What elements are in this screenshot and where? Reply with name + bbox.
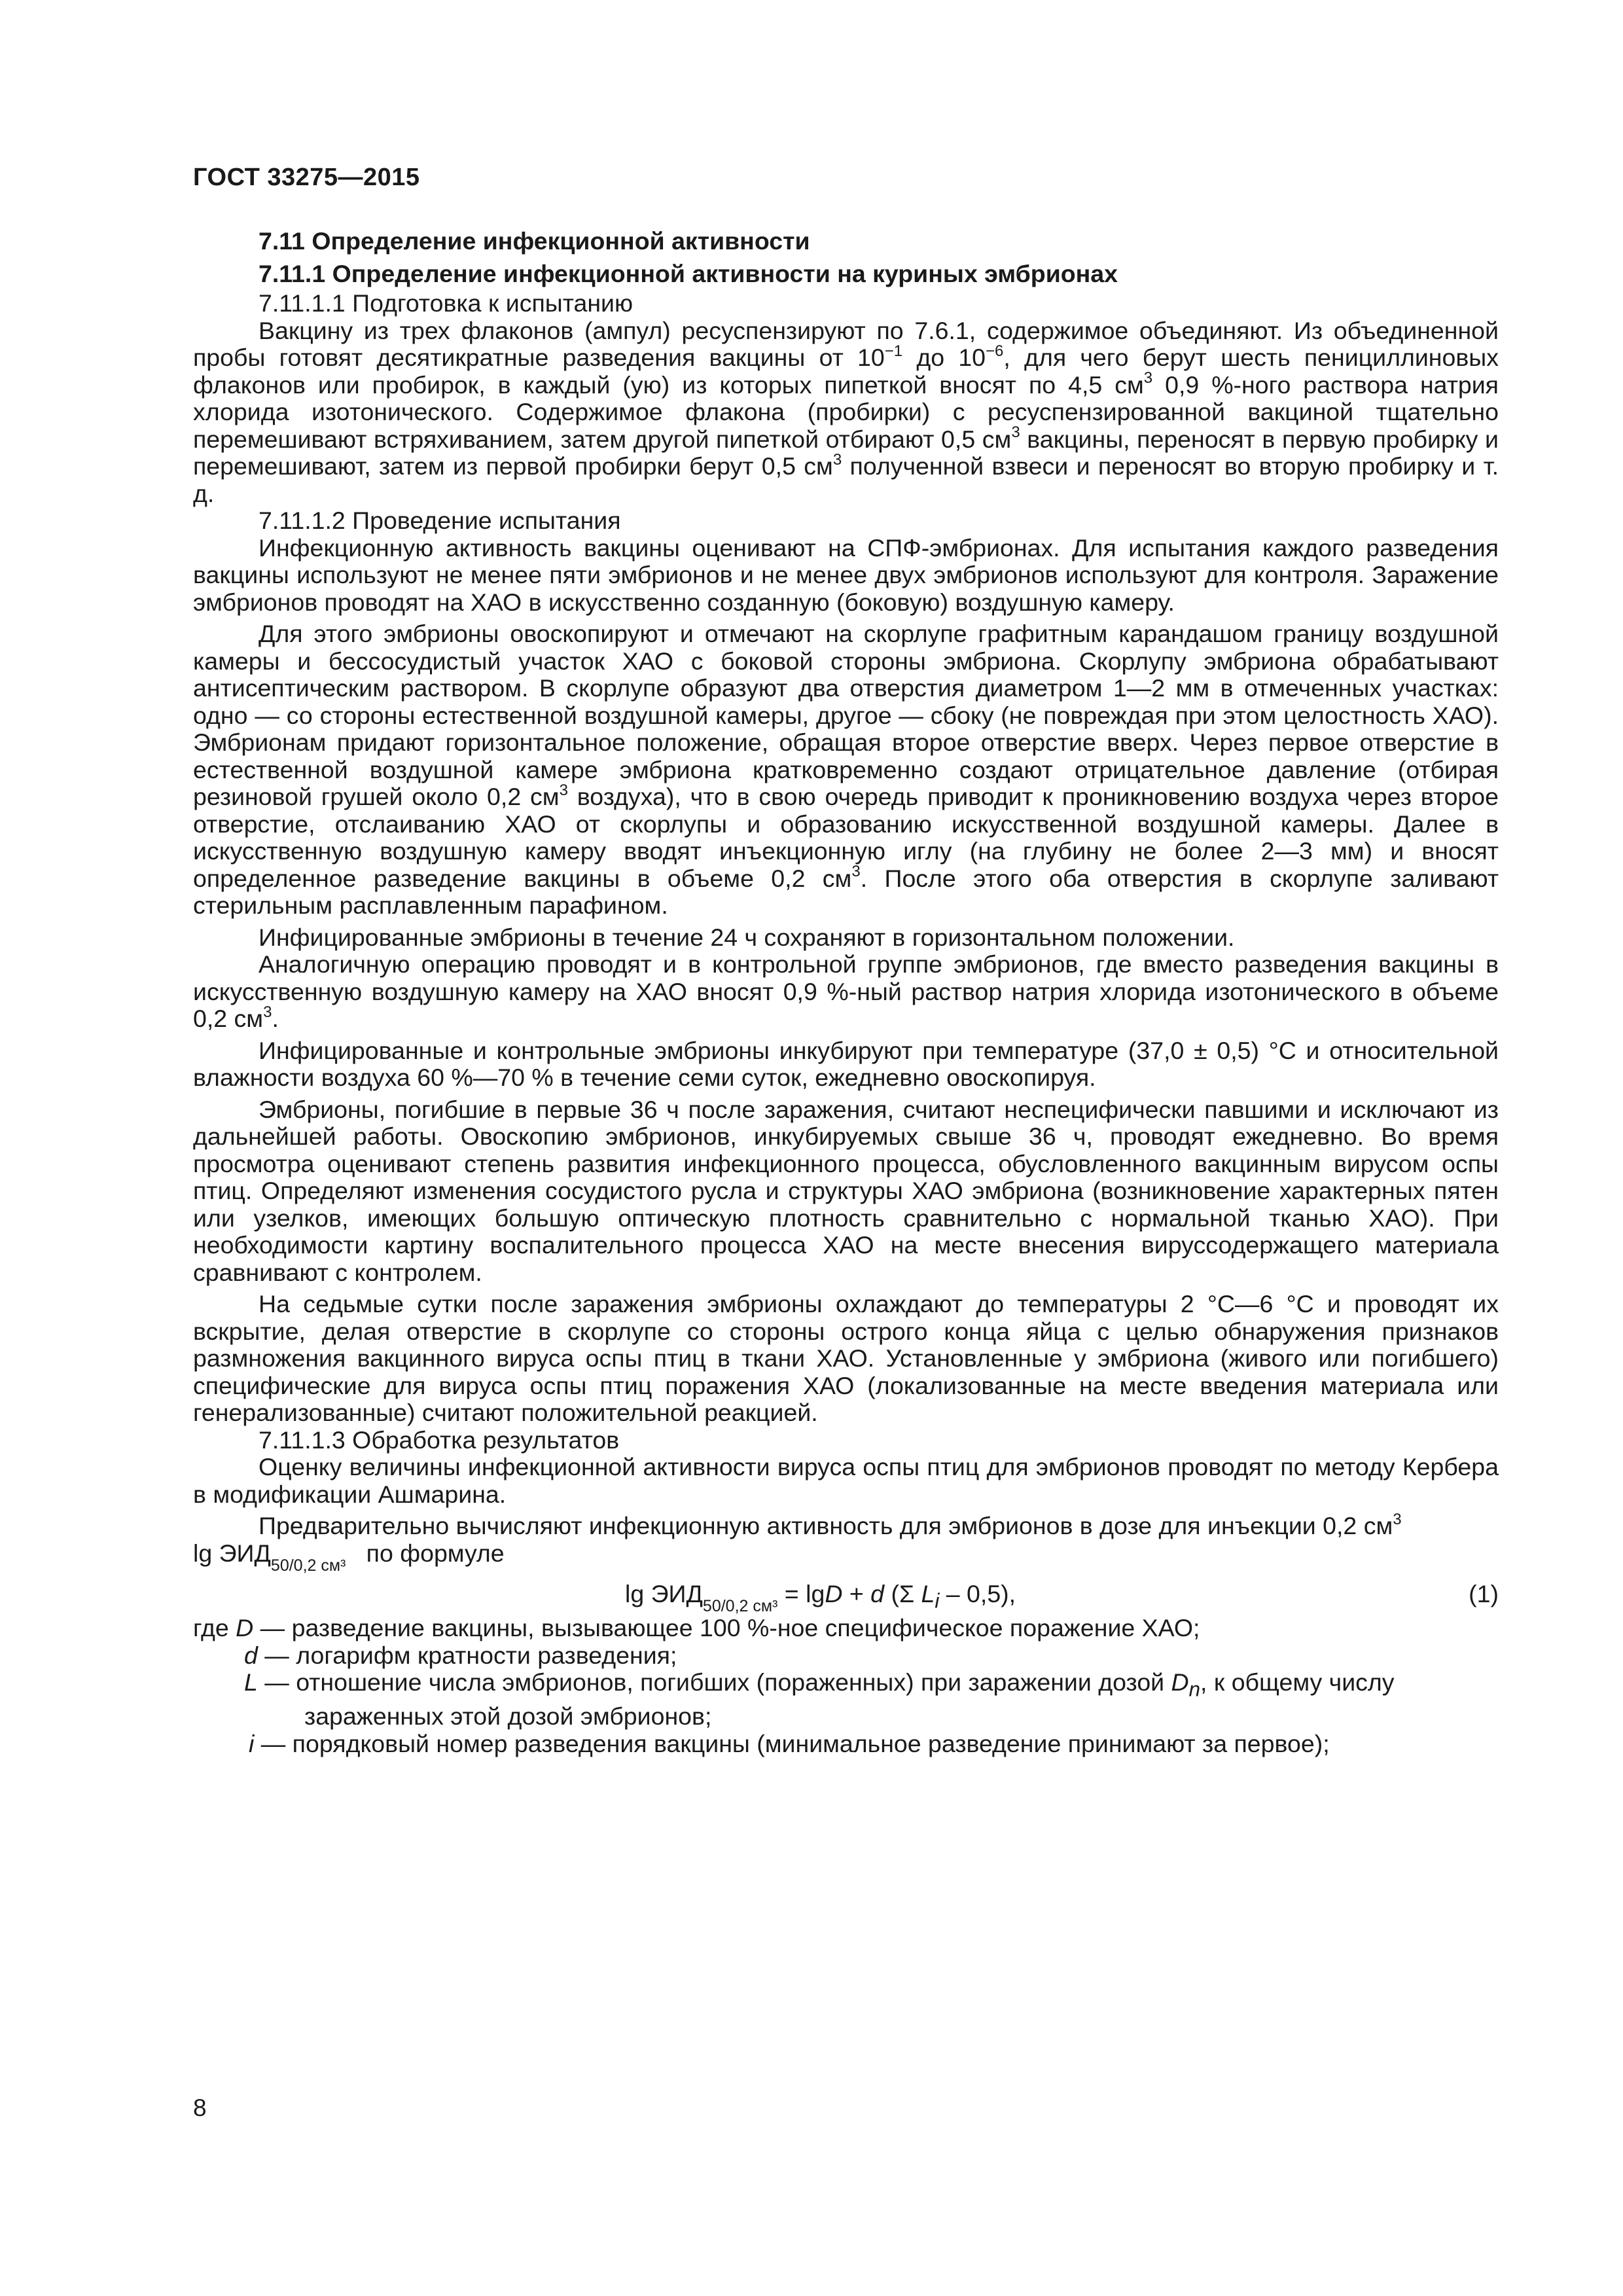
paragraph-preparation: Вакцину из трех флаконов (ампул) ресуспензируют по 7.6.1, содержимое объединяют. Из объединенной пробы готовят десятикратные разведения вакцины от $10^{-1}$ до $10^{-6}$, для чего берут шесть пенициллиновых флаконов или пробирок, в каждый (ую) из которых пипеткой вносят по 4,5 $см^3$ 0,9 %-ного раствора натрия хлорида изотонического. Содержимое флакона (пробирки) с ресуспензированной вакциной тщательно перемешивают встряхиванием, затем другой пипеткой отбирают 0,5 $см^3$ вакцины, переносят в первую пробирку и перемешивают, затем из первой пробирки берут 0,5 $см^3$ полученной взвеси и переносят во вторую пробирку и т. д. <box>193 316 1499 507</box>
heading-7-11: 7.11 Определение инфекционной активности <box>259 227 810 255</box>
page-number: 8 <box>193 2094 207 2121</box>
formula-number: (1) <box>1469 1580 1499 1607</box>
formula-definitions <box>193 1615 1499 1757</box>
definition-D: где D — разведение вакцины, вызывающее 100 %-ное специфическое поражение ХАО; <box>193 1614 1200 1641</box>
definition-L-continued: зараженных этой дозой эмбрионов; <box>304 1702 712 1730</box>
document-header: ГОСТ 33275—2015 <box>193 164 420 191</box>
definition-d: d — логарифм кратности разведения; <box>244 1641 677 1669</box>
paragraph-seventh-day: На седьмые сутки после заражения эмбрионы охлаждают до температуры 2 °С—6 °С и проводят их вскрытие, делая отверстие в скорлупе со стороны острого конца яйца с целью обнаружения признаков размножения вакцинного вируса оспы птиц в ткани ХАО. Установленные у эмбриона (живого или погибшего) специфические для вируса оспы птиц поражения ХАО (локализованные на месте введения материала или генерализованные) считают положительной реакцией. <box>193 1290 1499 1426</box>
heading-7-11-1-3: 7.11.1.3 Обработка результатов <box>259 1426 620 1454</box>
paragraph-horizontal: Инфицированные эмбрионы в течение 24 ч сохраняют в горизонтальном положении. <box>259 923 1235 951</box>
paragraph-dead-embryos: Эмбрионы, погибшие в первые 36 ч после заражения, считают неспецифически павшими и исключают из дальнейшей работы. Овоскопию эмбрионов, инкубируемых свыше 36 ч, проводят ежедневно. Во время просмотра оценивают степень развития инфекционного процесса, обусловленного вакцинным вирусом оспы птиц. Определяют изменения сосудистого русла и структуры ХАО эмбриона (возникновение характерных пятен или узелков, имеющих большую оптическую плотность сравнительно с нормальной тканью ХАО). При необходимости картину воспалительного процесса ХАО на месте внесения вируссодержащего материала сравнивают с контролем. <box>193 1095 1499 1286</box>
heading-7-11-1-1: 7.11.1.1 Подготовка к испытанию <box>259 289 633 317</box>
paragraph-test-embryos: Инфекционную активность вакцины оценивают на СПФ-эмбрионах. Для испытания каждого разведения вакцины используют не менее пяти эмбрионов и не менее двух эмбрионов используют для контроля. Заражение эмбрионов проводят на ХАО в искусственно созданную (боковую) воздушную камеру. <box>193 533 1499 616</box>
paragraph-control-group: Аналогичную операцию проводят и в контрольной группе эмбрионов, где вместо разведения вакцины в искусственную воздушную камеру на ХАО вносят 0,9 %-ный раствор натрия хлорида изотонического в объеме 0,2 $см^3$. <box>193 950 1499 1032</box>
definition-i: i — порядковый номер разведения вакцины (минимальное разведение принимают за первое); <box>249 1729 1330 1757</box>
paragraph-incubation: Инфицированные и контрольные эмбрионы инкубируют при температуре (37,0 ± 0,5) °С и относительной влажности воздуха 60 %—70 % в течение семи суток, ежедневно овоскопируя. <box>193 1036 1499 1091</box>
document-body <box>193 228 1499 1757</box>
formula-1 <box>193 1574 1499 1615</box>
heading-7-11-1: 7.11.1 Определение инфекционной активности на куриных эмбрионах <box>259 259 1118 287</box>
paragraph-precalculation: Предварительно вычисляют инфекционную активность для эмбрионов в дозе для инъекции 0,2 $см^3$ <box>259 1510 1402 1539</box>
definition-L: L — отношение числа эмбрионов, погибших (пораженных) при заражении дозой $D_n$, к общему числу <box>244 1668 1395 1701</box>
paragraph-kerber-method: Оценку величины инфекционной активности вируса оспы птиц для эмбрионов проводят по методу Кербера в модификации Ашмарина. <box>193 1453 1499 1508</box>
formula-intro-line: $\lg ЭИД_{50/0,2 см^3}$ по формуле <box>193 1539 505 1575</box>
heading-7-11-1-2: 7.11.1.2 Проведение испытания <box>259 507 621 534</box>
paragraph-ovoscopy: Для этого эмбрионы овоскопируют и отмечают на скорлупе графитным карандашом границу воздушной камеры и бессосудистый участок ХАО с боковой стороны эмбриона. Скорлупу эмбриона обрабатывают антисептическим раствором. В скорлупе образуют два отверстия диаметром 1—2 мм в отмеченных участках: одно — со стороны естественной воздушной камеры, другое — сбоку (не повреждая при этом целостность ХАО). Эмбрионам придают горизонтальное положение, обращая второе отверстие вверх. Через первое отверстие в естественной воздушной камере эмбриона кратковременно создают отрицательное давление (отбирая резиновой грушей около 0,2 $см^3$ воздуха), что в свою очередь приводит к проникновению воздуха через второе отверстие, отслаиванию ХАО от скорлупы и образованию искусственной воздушной камеры. Далее в искусственную воздушную камеру вводят инъекционную иглу (на глубину не более 2—3 мм) и вносят определенное разведение вакцины в объеме 0,2 $см^3$. После этого оба отверстия в скорлупе заливают стерильным расплавленным парафином. <box>193 620 1499 919</box>
formula-expression: $\lg ЭИД_{50/0,2 см^3} = \lg D + d$ (Σ $L_i - 0,5$), <box>625 1580 1016 1615</box>
